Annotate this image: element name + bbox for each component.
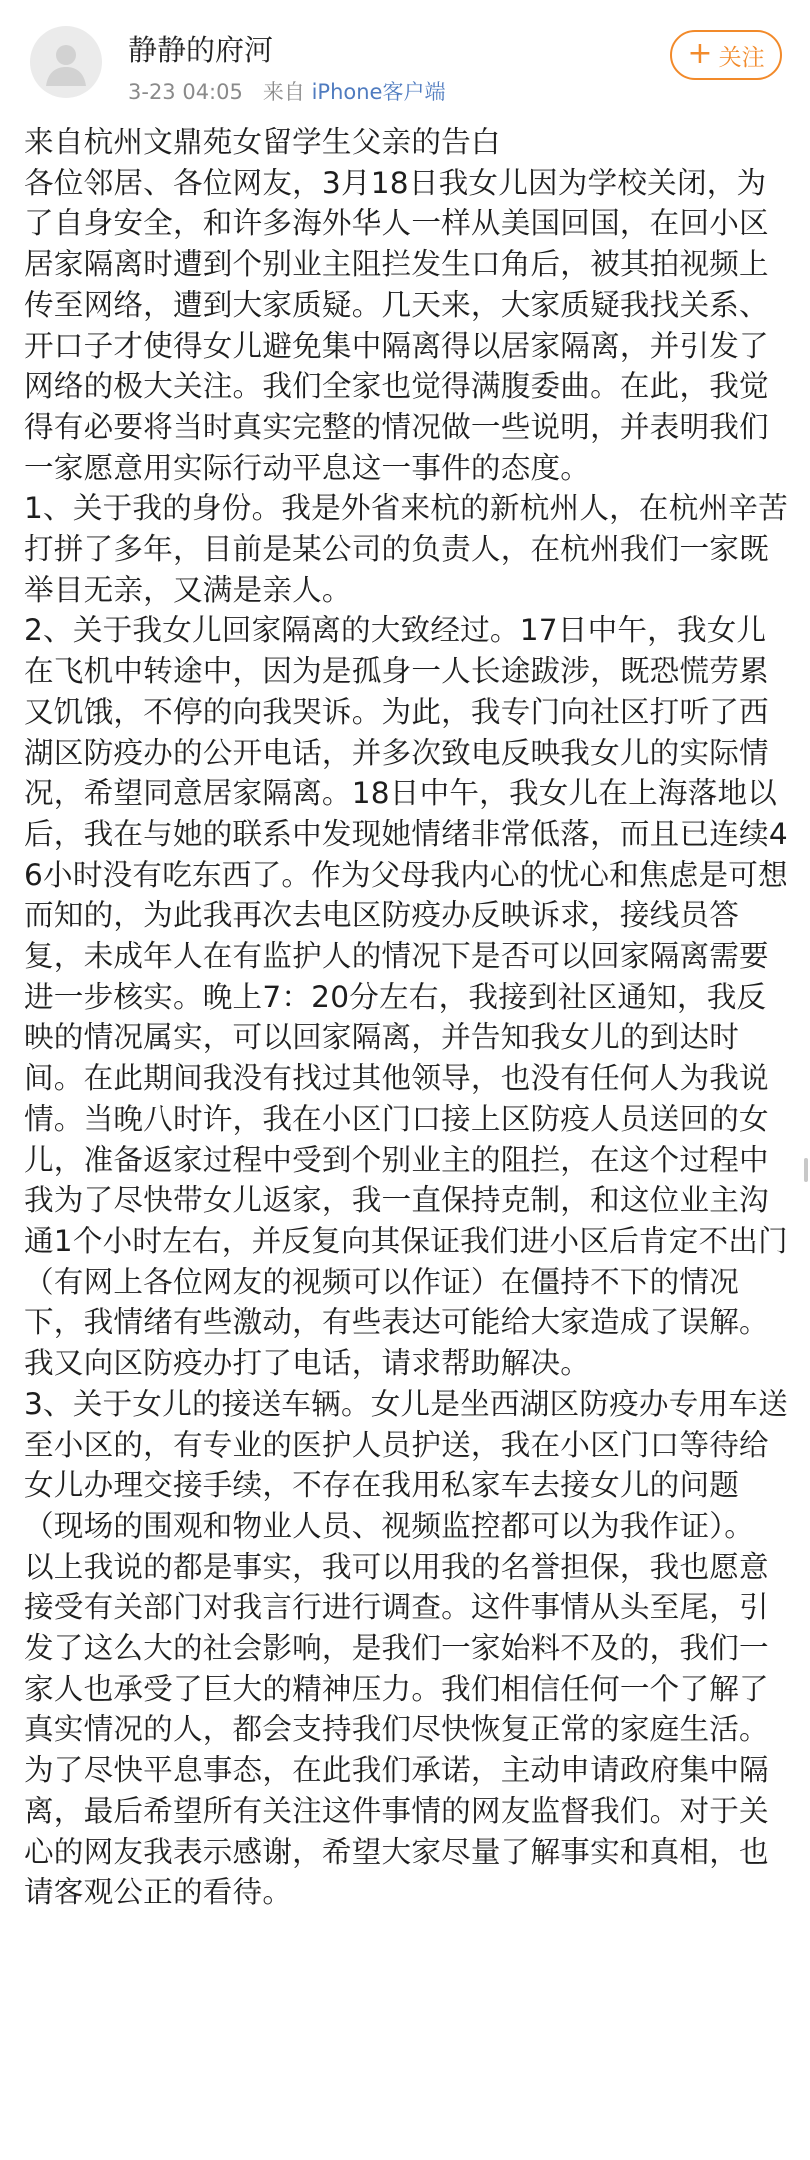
- post-paragraph: 2、关于我女儿回家隔离的大致经过。17日中午，我女儿在飞机中转途中，因为是孤身一人长途跋涉，既恐慌劳累又饥饿，不停的向我哭诉。为此，我专门向社区打听了西湖区防疫办的公开电话，并多次致电反映我女儿的实际情况，希望同意居家隔离。18日中午，我女儿在上海落地以后，我在与她的联系中发现她情绪非常低落，而且已连续46小时没有吃东西了。作为父母我内心的忧心和焦虑是可想而知的，为此我再次去电区防疫办反映诉求，接线员答复，未成年人在有监护人的情况下是否可以回家隔离需要进一步核实。晚上7：20分左右，我接到社区通知，我反映的情况属实，可以回家隔离，并告知我女儿的到达时间。在此期间我没有找过其他领导，也没有任何人为我说情。当晚八时许，我在小区门口接上区防疫人员送回的女儿，准备返家过程中受到个别业主的阻拦，在这个过程中我为了尽快带女儿返家，我一直保持克制，和这位业主沟通1个小时左右，并反复向其保证我们进小区后肯定不出门（有网上各位网友的视频可以作证）在僵持不下的情况下，我情绪有些激动，有些表达可能给大家造成了误解。我又向区防疫办打了电话，请求帮助解决。: [24, 613, 788, 1381]
- default-avatar-icon: [40, 36, 92, 88]
- plus-icon: +: [687, 35, 713, 71]
- post-paragraph: 1、关于我的身份。我是外省来杭的新杭州人，在杭州辛苦打拼了多年，目前是某公司的负责人，在杭州我们一家既举目无亲，又满是亲人。: [24, 491, 788, 607]
- scrollbar[interactable]: [804, 1158, 808, 1182]
- post-title: 来自杭州文鼎苑女留学生父亲的告白: [24, 125, 501, 159]
- follow-label: 关注: [718, 44, 765, 71]
- post-paragraph: 以上我说的都是事实，我可以用我的名誉担保，我也愿意接受有关部门对我言行进行调查。这件事情从头至尾，引发了这么大的社会影响，是我们一家始料不及的，我们一家人也承受了巨大的精神压力。我们相信任何一个了解了真实情况的人，都会支持我们尽快恢复正常的家庭生活。为了尽快平息事态，在此我们承诺，主动申请政府集中隔离，最后希望所有关注这件事情的网友监督我们。对于关心的网友我表示感谢，希望大家尽量了解事实和真相，也请客观公正的看待。: [24, 1549, 769, 1910]
- avatar[interactable]: [30, 26, 102, 98]
- post-header: [0, 0, 810, 118]
- source-prefix: 来自: [262, 80, 305, 104]
- source-client-link[interactable]: iPhone客户端: [311, 80, 446, 104]
- post-meta: [128, 76, 445, 106]
- timestamp: 3-23 04:05: [128, 80, 243, 104]
- post-paragraph: 各位邻居、各位网友，3月18日我女儿因为学校关闭，为了自身安全，和许多海外华人一样从美国回国，在回小区居家隔离时遭到个别业主阻拦发生口角后，被其拍视频上传至网络，遭到大家质疑。几天来，大家质疑我找关系、开口子才使得女儿避免集中隔离得以居家隔离，并引发了网络的极大关注。我们全家也觉得满腹委曲。在此，我觉得有必要将当时真实完整的情况做一些说明，并表明我们一家愿意用实际行动平息这一事件的态度。: [24, 165, 769, 485]
- post-body: [24, 122, 792, 1913]
- username[interactable]: 静静的府河: [128, 33, 274, 67]
- post-paragraph: 3、关于女儿的接送车辆。女儿是坐西湖区防疫办专用车送至小区的，有专业的医护人员护送，我在小区门口等待给女儿办理交接手续，不存在我用私家车去接女儿的问题（现场的围观和物业人员、视频监控都可以为我作证）。: [24, 1386, 788, 1543]
- follow-button[interactable]: [670, 30, 782, 80]
